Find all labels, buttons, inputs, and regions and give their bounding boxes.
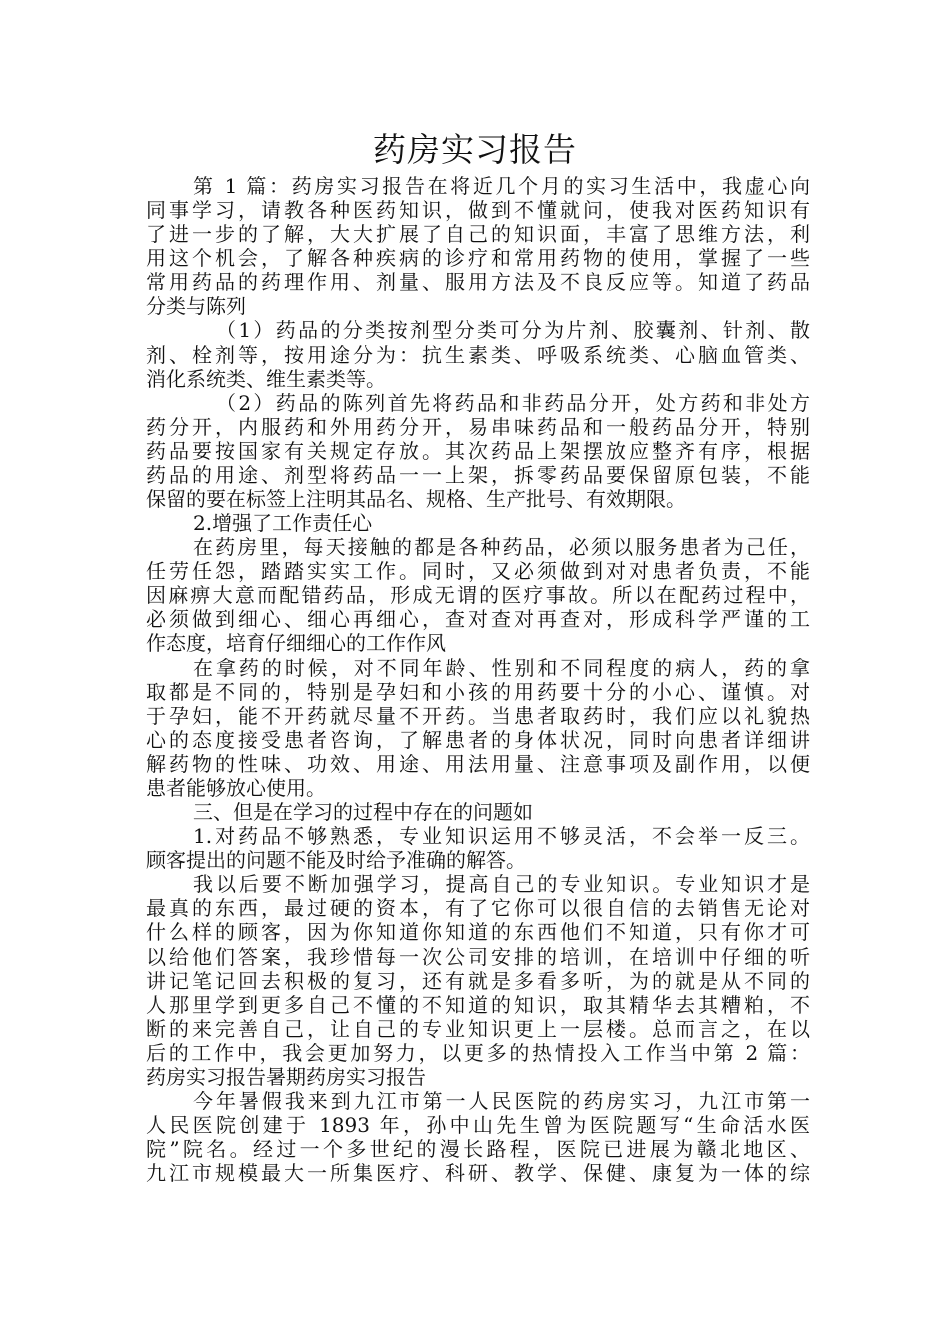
text-line: 第 1 篇：药房实习报告在将近几个月的实习生活中，我虚心向 <box>193 174 810 198</box>
text-line: 因麻痹大意而配错药品，形成无谓的医疗事故。所以在配药过程中， <box>146 583 810 608</box>
text-line: 剂、栓剂等，按用途分为：抗生素类、呼吸系统类、心脑血管类、 <box>146 342 810 367</box>
text-line: 在拿药的时候，对不同年龄、性别和不同程度的病人，药的拿 <box>193 655 810 680</box>
text-line: 必须做到细心、细心再细心，查对查对再查对，形成科学严谨的工 <box>146 607 810 632</box>
text-line: 我以后要不断加强学习，提高自己的专业知识。专业知识才是 <box>193 872 810 897</box>
text-line: 三、但是在学习的过程中存在的问题如 <box>193 800 533 825</box>
text-line: 人民医院创建于 1893 年，孙中山先生曾为医院题写“生命活水医 <box>146 1113 810 1138</box>
text-line: （1）药品的分类按剂型分类可分为片剂、胶囊剂、针剂、散 <box>216 318 810 343</box>
text-line: 于孕妇，能不开药就尽量不开药。当患者取药时，我们应以礼貌热 <box>146 703 810 728</box>
text-line: 药品要按国家有关规定存放。其次药品上架摆放应整齐有序，根据 <box>146 438 810 463</box>
text-line: 在药房里，每天接触的都是各种药品，必须以服务患者为己任， <box>193 535 810 560</box>
text-line: 以给他们答案，我珍惜每一次公司安排的培训，在培训中仔细的听 <box>146 944 810 969</box>
document-body <box>146 174 810 1185</box>
text-line: （2）药品的陈列首先将药品和非药品分开，处方药和非处方 <box>216 390 810 415</box>
text-line: 药分开，内服药和外用药分开，易串味药品和一般药品分开，特别 <box>146 414 810 439</box>
text-line: 分类与陈列 <box>146 294 246 319</box>
text-line: 1.对药品不够熟悉，专业知识运用不够灵活，不会举一反三。 <box>193 824 810 849</box>
text-line: 药品的用途、剂型将药品一一上架，拆零药品要保留原包装，不能 <box>146 462 810 487</box>
text-line: 解药物的性味、功效、用途、用法用量、注意事项及副作用，以便 <box>146 751 810 776</box>
text-line: 断的来完善自己，让自己的专业知识更上一层楼。总而言之，在以 <box>146 1016 810 1041</box>
text-line: 药房实习报告暑期药房实习报告 <box>146 1064 426 1089</box>
text-line: 任劳任怨，踏踏实实工作。同时，又必须做到对对患者负责，不能 <box>146 559 810 584</box>
text-line: 九江市规模最大一所集医疗、科研、教学、保健、康复为一体的综 <box>146 1161 810 1186</box>
text-line: 讲记笔记回去积极的复习，还有就是多看多听，为的就是从不同的 <box>146 968 810 993</box>
text-line: 患者能够放心使用。 <box>146 775 326 800</box>
text-line: 用这个机会，了解各种疾病的诊疗和常用药物的使用，掌握了一些 <box>146 246 810 271</box>
text-line: 最真的东西，最过硬的资本，有了它你可以很自信的去销售无论对 <box>146 896 810 921</box>
text-line: 院”院名。经过一个多世纪的漫长路程，医院已进展为赣北地区、 <box>146 1137 810 1162</box>
text-line: 常用药品的药理作用、剂量、服用方法及不良反应等。知道了药品 <box>146 270 810 295</box>
text-line: 顾客提出的问题不能及时给予准确的解答。 <box>146 848 526 873</box>
text-line: 消化系统类、维生素类等。 <box>146 366 386 391</box>
text-line: 后的工作中，我会更加努力，以更多的热情投入工作当中第 2 篇： <box>146 1040 810 1065</box>
text-line: 了进一步的了解，大大扩展了自己的知识面，丰富了思维方法，利 <box>146 222 810 247</box>
text-line: 今年暑假我来到九江市第一人民医院的药房实习，九江市第一 <box>193 1088 810 1113</box>
text-line: 作态度，培育仔细细心的工作作风 <box>146 631 446 656</box>
text-line: 心的态度接受患者咨询，了解患者的身体状况，同时向患者详细讲 <box>146 727 810 752</box>
text-line: 什么样的顾客，因为你知道你知道的东西他们不知道，只有你才可 <box>146 920 810 945</box>
document-title: 药房实习报告 <box>373 130 577 169</box>
text-line: 同事学习，请教各种医药知识，做到不懂就问，使我对医药知识有 <box>146 198 810 223</box>
text-line: 保留的要在标签上注明其品名、规格、生产批号、有效期限。 <box>146 487 686 512</box>
text-line: 2.增强了工作责任心 <box>193 511 373 536</box>
text-line: 取都是不同的，特别是孕妇和小孩的用药要十分的小心、谨慎。对 <box>146 679 810 704</box>
text-line: 人那里学到更多自己不懂的不知道的知识，取其精华去其糟粕，不 <box>146 992 810 1017</box>
